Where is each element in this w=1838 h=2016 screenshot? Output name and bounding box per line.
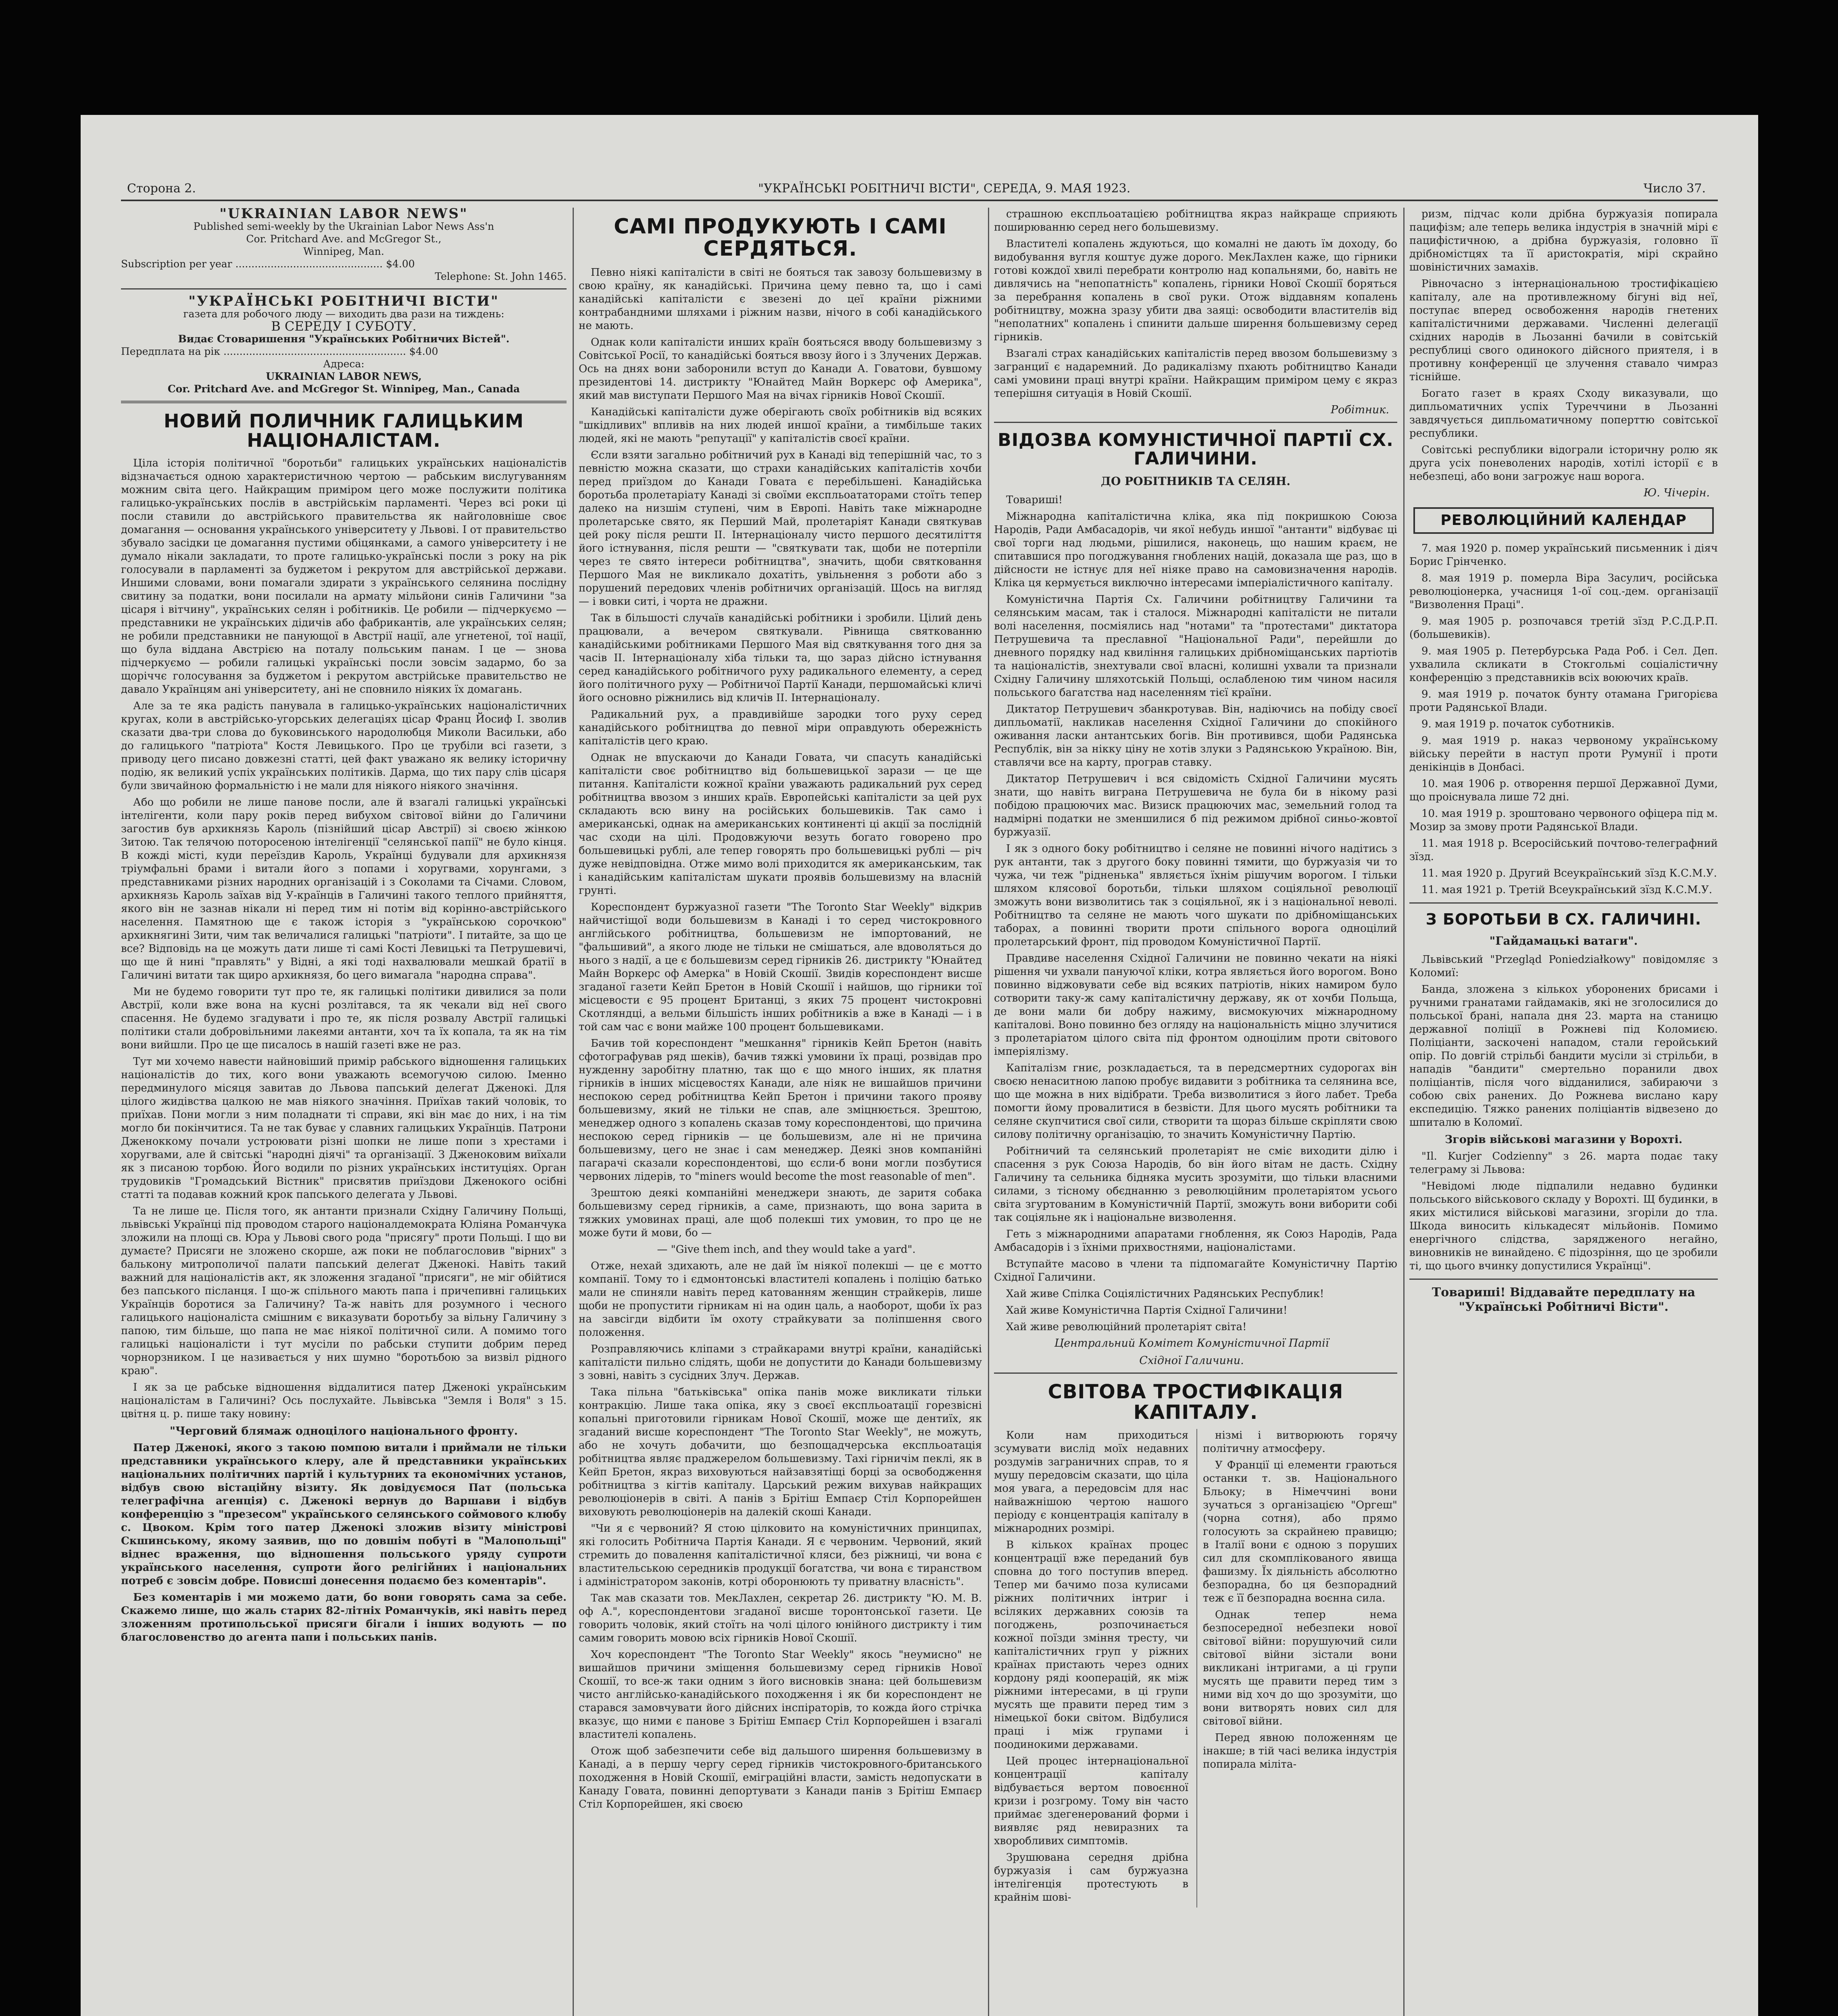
rule bbox=[1409, 902, 1718, 904]
rule bbox=[121, 288, 567, 289]
paragraph: Властителі копалень ждуються, що комалні не дають їм доходу, бо видобування вугля коштує дуже дорого. МекЛахлен каже, що гірники готові кождої хвилі перебрати контролю над копальнями, бо, навіть не дивлячись на "непопатність" копалень, гірники Нової Скошії боряться за перебрання копалень в свої руки. Отож віддавням копалень робітництву, можна зразу убити два заяці: освободити властителів від "неполатних" копалень і спинити дальше ширення большевизму серед гірників. bbox=[994, 238, 1397, 343]
paragraph: Диктатор Петрушевич збанкротував. Він, надіючись на побіду своєї дипльоматії, накликав населення Східної Галичини до спокійного оживання ласки антантських богів. Він противився, щоби Радянська Республік, він за нікку ціну не хотів злуки з Радянською Україною. Він, ставлячи все на карту, програв ставку. bbox=[994, 703, 1397, 769]
paragraph: Канадійські капіталісти дуже оберігають своїх робітників від всяких "шкідливих" впливів на них людей иншої країни, а тимбільше таких людей, які не мають "репутації" у капіталістів своєї країни. bbox=[579, 406, 982, 445]
masthead-en-line: Winnipeg, Man. bbox=[303, 246, 384, 257]
masthead-ua-price: Передплата на рік ......................................................... $4.00 bbox=[121, 346, 438, 357]
masthead-en-title: "UKRAINIAN LABOR NEWS" bbox=[219, 208, 468, 222]
column-divider-2 bbox=[988, 208, 989, 2016]
paragraph: Хай живе Комуністична Партія Східної Галичини! bbox=[1006, 1304, 1288, 1317]
paragraph: У Франції ці елементи граються останки т. зв. Національного Бльоку; в Німеччині вони зучаться з організацією "Оргеш" (чорна сотня), або прямо голосують за скрайнею правицю; в Італії вони є одною з поруших сил для скомплікованого явища фашизму. Їх діяльність абсолютно безпорадна, бо ця безпорадний теж є її безпорадна воєнна сила. bbox=[1203, 1459, 1397, 1605]
author-signature: Робітник. bbox=[1330, 404, 1389, 416]
greeting: Товариші! bbox=[1006, 494, 1063, 506]
column-3 bbox=[994, 208, 1397, 2016]
paragraph: І як з одного боку робітництво і селяне не повинні нічого надітись з рук антанти, так з другого боку повинні тямити, що буржуазія чи то чужа, чи теж "рідненька" являється їхнім рішучим ворогом. І тільки шляхом клясової боротьби, тільки шляхом соціяльної революції зможуть вони визволитись так з соціяльної, як і з національної неволі. Робітництво та селяне не мають чого шукати по дрібноміщанських таборах, а повинні творити проти спільного ворога одноцілий пролетарський фронт, під проводом Комуністичної Партії. bbox=[994, 843, 1397, 948]
paragraph: "Il. Kurjer Codzienny" з 26. марта подає таку телеграму зі Львова: bbox=[1409, 1150, 1718, 1176]
paragraph: страшною експльоатацією робітництва якраз найкраще сприяють поширюванню серед него большевизму. bbox=[994, 208, 1397, 233]
rule bbox=[994, 422, 1397, 423]
paragraph: Вступайте масово в члени та підпомагайте Комуністичну Партію Східної Галичини. bbox=[994, 1258, 1397, 1284]
paragraph: ризм, підчас коли дрібна буржуазія попирала пацифізм; але теперь велика індустрія в значній мірі є пацифістичною, а дрібна буржуазія, головно її дрібномістцях та її аристократія, мірі скрайно шовіністичних замахів. bbox=[1409, 208, 1718, 273]
paragraph: Диктатор Петрушевич і вся свідомість Східної Галичини мусять знати, що навіть виграна Петрушевича не була би в нікому разі побідою працюючих мас. Визиск працюючих мас, земельний голод та надмірні податки не зменшилися б під режимом дрібної синьо-жовтої буржуазії. bbox=[994, 773, 1397, 839]
calendar-entry: 9. мая 1905 р. розпочався третій зїзд Р.С.Д.Р.П. (большевиків). bbox=[1409, 615, 1718, 641]
rule bbox=[994, 1372, 1397, 1374]
calendar-entry: 9. мая 1919 р. початок бунту отамана Григорієва проти Радянської Влади. bbox=[1409, 688, 1718, 714]
header-rule bbox=[121, 200, 1718, 201]
paragraph: Взагалі страх канадійських капіталістів перед ввозом большевизму з загранциї є надаремний. До радикалізму пхають робітництво Канади самі умовини праці внутрі країни. Найкращим приміром цему є якраз теперішня ситуація в Новій Скошії. bbox=[994, 348, 1397, 400]
paragraph: Робітничий та селянський пролетаріят не сміє виходити ділю і спасення з рук Союза Народів, бо він його вітам не дасть. Східну Галичину та сельника бідняка мусить зрозуміти, що тільки власними силами, з тісному обєднанню з революційним пролетаріятом усього світа згуртованим в Комуністичній Партії, зможуть вони виборити собі так соціяльне як і національне визволення. bbox=[994, 1145, 1397, 1224]
page-number-label: Сторона 2. bbox=[127, 181, 196, 196]
paragraph: Єсли взяти загально робітничий рух в Канаді від теперішній час, то з певністю можна сказати, що страхи канадійських капіталістів хочби перед приїздом до Канади Говата є перебільшені. Канадійська боротьба пролетаріату Канаді зі своїми експльоататорами стоїть тепер далеко на низшім ступені, чим в Европі. Навіть таке міжнародне пролетарське свято, як Перший Май, пролетаріят Канади святкував цей року після решти II. Інтернаціоналу чисто першого десятиліття його істнування, після решти — "святкувати так, щоби не потерпіли через те свято інтереси робітництва", значить, щоби святковання Першого Мая не викликало дохатіть, увільнення з роботи або з порушений передових членів робітничих організацій. Щось на вигляд — і вовки ситі, і чорта не дражни. bbox=[579, 449, 982, 608]
paragraph: Хай живе Спілка Соціялістичних Радянських Республик! bbox=[1006, 1288, 1324, 1300]
paragraph: Отож щоб забезпечити себе від дальшого ширення большевизму в Канаді, а в першу чергу серед гірників чистокровного-британського походження в Новій Скошії, еміграційні власти, замість недопускати в Канаду Говата, повинні депортувати з Канади панів з Брітіш Емпаєр Стіл Корпорейшен, які своєю bbox=[579, 1745, 982, 1811]
paragraph: Однак коли капіталісти инших країн боятьсяся вводу большевизму з Совітської Росії, то канадійські бояться ввозу його і з Злучених Держав. Ось на днях вони заборонили вступ до Канади А. Говатови, бувшому президентові 14. дистрикту "Юнайтед Майн Воркерс оф Америка", який мав виступати Першого Мая на вічах гірників Нової Скошії. bbox=[579, 336, 982, 402]
newspaper-page bbox=[81, 115, 1758, 2016]
paragraph: Отже, нехай здихають, але не дай їм ніякої полекші — це є мотто компанії. Тому то і єдмонтонські властителі копалень і поліцію батько мали не спиняли навіть перед катованням женщин страйкерів, лише щоби не пропустити гірникам ні на один цаль, а наоборот, щоби їх раз на завсігди відбити їм охоту страйкувати за поліпшення свого положення. bbox=[579, 1260, 982, 1339]
article-right-half bbox=[1196, 1429, 1397, 1908]
two-column-article bbox=[994, 1429, 1397, 1908]
calendar-entry: 7. мая 1920 р. помер український письменник і діяч Борис Грінченко. bbox=[1409, 542, 1718, 568]
masthead-ua-address: Cor. Pritchard Ave. and McGregor St. Winnipeg, Man., Canada bbox=[167, 383, 520, 395]
masthead-en-subscription: Subscription per year .............................................. $4.00 bbox=[121, 258, 415, 270]
masthead-ua-publisher: Видає Стоваришення "Українських Робітничих Вістей". bbox=[178, 333, 510, 345]
column-divider-3 bbox=[1403, 208, 1405, 2016]
paragraph: Совітські республики відограли історичну ролю як друга усіх поневолених народів, хотілі історії є в небезпеці, або вони загрожує наш ворога. bbox=[1409, 444, 1718, 483]
signature: Центральний Комітет Комуністичної Партії bbox=[1054, 1337, 1329, 1350]
calendar-title: РЕВОЛЮЦІЙНИЙ КАЛЕНДАР bbox=[1440, 512, 1687, 529]
paragraph: В кількох країнах процес концентрації вже переданий був сповна до того поступив вперед. Тепер ми бачимо поза кулисами ріжних політичних інтриг і всіляких державних союзів та погоджень, розпочинається кожної поїзди зміння тресту, чи капіталістичних груп у ріжних країнах пристають через одних кордону ряді кооперацій, як між ріжними інтересами, в ці групи мусять ще правити перед тим з німецької боки світом. Відбулися праці і між групами і поодинокими державами. bbox=[994, 1539, 1188, 1751]
article-subtitle: Згорів військові магазини у Ворохті. bbox=[1444, 1133, 1683, 1146]
paragraph: Коли нам приходиться зсумувати вислід моїх недавних роздумів заграничних справ, то я мушу передовсім сказати, що ціла моя увага, а передовсім для нас найважнішою чертою нашого періоду є концентрація капіталу в міжнародних розмірі. bbox=[994, 1429, 1188, 1535]
paragraph: — "Give them inch, and they would take a yard". bbox=[657, 1243, 916, 1256]
paragraph: Цей процес інтернаціональної концентрації капіталу відбувається вертом повоєнної кризи і розгрому. Тому він часто приймає здегенерований форми і виявляє ряд невиразних та хворобливих симптомів. bbox=[994, 1755, 1188, 1847]
paragraph: Так мав сказати тов. МекЛахлен, секретар 26. дистрикту "Ю. М. В. оф А.", кореспондентови згаданої висше торонтонської газети. Це говорить чоловік, який стоїть на чолі цілого юнійного дистрикту і тим самим говорить мовою всіх гірників Нової Скошії. bbox=[579, 1592, 982, 1645]
quote-heading: "Черговий блямаж одноцілого національного фронту. bbox=[169, 1425, 518, 1437]
subscription-appeal: Товариші! Віддавайте передплату на "Українські Робітничі Вісти". bbox=[1432, 1285, 1696, 1314]
article-title: З БОРОТЬБИ В СХ. ГАЛИЧИНІ. bbox=[1425, 910, 1702, 928]
article-title: ВІДОЗВА КОМУНІСТИЧНОЇ ПАРТІЇ СХ. ГАЛИЧИНИ. bbox=[998, 430, 1394, 469]
running-title: "УКРАЇНСЬКІ РОБІТНИЧІ ВІСТИ", СЕРЕДА, 9. МАЯ 1923. bbox=[758, 181, 1131, 196]
column-2 bbox=[579, 208, 982, 2016]
paragraph: Хай живе революційний пролетаріят світа! bbox=[1006, 1321, 1247, 1333]
paragraph: Комуністична Партія Сх. Галичини робітництву Галичини та селянським масам, так і сталося. Міжнародні капіталісти не питали волі населення, посміялись над "нотами" та "протестами" диктатора Петрушевича та преславної "Національної Ради", перейшли до дневного порядку над квиління галицьких дрібноміщанських партіотів та націоналістів, знехтували свої власні, колишні ухвали та признали Східну Галичину шляхотській Польщі, ослабленою тим чином насиля польського багатства над населенням тієї країни. bbox=[994, 594, 1397, 699]
column-1 bbox=[121, 208, 567, 2016]
paragraph: "Чи я є червоний? Я стою цілковито на комуністичних принципах, які голосить Робітнича Партія Канади. Я є червоним. Червоний, який стремить до повалення капіталістичної кляси, без ріжниці, чи вона є властительською середників продукції богатства, чи вона є тиранством і адміністратором законів, котрі оборонюють ту приватну власність". bbox=[579, 1522, 982, 1588]
masthead-en-line: Published semi-weekly by the Ukrainian Labor News Ass'n bbox=[193, 221, 494, 232]
paragraph: Така пільна "батьківська" опіка панів може викликати тільки контракцію. Лише така опіка, яку з своєї експльоатації горезвісні копальні приготовили гірникам Нової Скошії, може ще дентиїх, як згаданий висше кореспондент "The Toronto Star Weekly", не можуть, або не хочуть добачити, що безпощадчерська експльоатація робітництва являє праджерелом большевизму. Тахі гірничім пеклі, як в Кейп Бретон, якраз виховуються найзавзятіщі борці за освободження робітництва з кігтів капіталу. Царський режим вихував найкращих революціонерів в світі. А панів з Брітіш Емпаєр Стіл Корпорейшен виховують революціонерів на далекій скоші Канади. bbox=[579, 1386, 982, 1518]
calendar-entry: 9. мая 1905 р. Петербурська Рада Роб. і Сел. Деп. ухвалила скликати в Стокгольмі соціалістичну конференцію з представників всіх воюючих країв. bbox=[1409, 645, 1718, 684]
paragraph: Тут ми хочемо навести найновіший примір рабського відношення галицьких націоналістів до тих, кого вони уважають всемогучою силою. Іменно передминулого місяця завитав до Львова папський делегат Дженокі. Для цілого жидівства цалкою не мав ніякого значіння. Приїхав такий чоловік, то приїхав. Пони могли з ним поладнати ті справи, які він має до них, і на тім могло би покінчитися. Та не так буває у славних галицьких Українців. Патрони Дженоккому почали устроювати різні шопки не лише попи з хрестами і хоругвами, але й світські "народні діячі" та організації. З Дженоковим виїхали як з писаною торбою. Його водили по різних українських інституціях. Орган трудовиків "Громадський Вістник" присвятив приїздови Дженокого осібні статті та подавав кожний крок папського делегата у Львові. bbox=[121, 1055, 567, 1201]
article-title: САМІ ПРОДУКУЮТЬ І САМІ СЕРДЯТЬСЯ. bbox=[614, 215, 947, 261]
calendar-entry: 11. мая 1920 р. Другий Всеукраїнський зїзд К.С.М.У. bbox=[1421, 867, 1717, 879]
paragraph: Патер Дженокі, якого з такою помпою витали і приймали не тільки представники українського клеру, але й представники українських національних політичних партій і культурних та економічних установ, відбув свою вістаційну візиту. Як довідуємося Пат (польська телеграфічна агенція) с. Дженокі вернув до Варшави і відбув конференцію з "презесом" українського селянського соймового клюбу с. Цвоком. Крім того патер Дженокі зложив візиту міністрові Скшинському, якому заявив, що по довшім побуті в "Малопольщі" віднес враження, що відношення польського уряду супроти українського населення, супроти його релігійних і національних потреб є зовсім добре. Повисші донесення подаємо без коментарів". bbox=[121, 1441, 567, 1587]
article-title: НОВИЙ ПОЛИЧНИК ГАЛИЦЬКИМ НАЦІОНАЛІСТАМ. bbox=[164, 410, 524, 452]
paragraph: Без коментарів і ми можемо дати, бо вони говорять сама за себе. Скажемо лише, що жаль старих 82-літніх Романчуків, які навіть перед зложенням протипольської присяги бігали і інших водують — по благословенство до агента папи і польських панів. bbox=[121, 1591, 567, 1643]
paragraph: Хоч кореспондент "The Toronto Star Weekly" якось "неумисно" не вишайшов причини зміщення большевизму серед гірників Нової Скошії, то все-ж таки одним з його висновків знана: цей большевизм чисто англійсько-канадійського походження і як би кореспондент не старався замовчувати його дійсних інспіраторів, то кожда його стрічка вказує, що ними є панове з Брітіш Емпаєр Стіл Корпорейшен і взагалі властителі копалень. bbox=[579, 1649, 982, 1741]
paragraph: Правдиве населення Східної Галичини не повинно чекати на ніякі рішення чи ухвали пануючої кліки, котра являється його ворогом. Воно повинно віджовувати себе від всяких патріотів, ніких намиром було сотворити таку-ж саму капіталістичну державу, як от хочби Польща, де вони мали би добру нажиму, висмокуючих міжнародному капіталові. Воно повинно без огляду на національність міцно злучитися з пролетаріатом цілого світа під фронтом одноцілим проти світового імперіялізму. bbox=[994, 952, 1397, 1058]
author-signature: Ю. Чічерін. bbox=[1644, 487, 1710, 499]
paragraph: Рівночасно з інтернаціональною тростифікацією капіталу, але на противлежному бігуні від неї, поступає вперед освобоження народів гнетених капіталістичними державами. Численні делегації східних народів в Льозанні бачили в совітській республиці свого одинокого дійсного приятеля, і в противну конференції це злучення ставало чимраз тіснійше. bbox=[1409, 278, 1718, 383]
article-subtitle: ДО РОБІТНИКІВ ТА СЕЛЯН. bbox=[1101, 475, 1290, 488]
paragraph: Капіталізм гниє, розкладається, та в передсмертних судорогах він своєю ненаситною лапою пробує видавити з робітника та селянина все, що ще можна в них відібрати. Треба визволитися з його лабет. Треба помогти йому провалитися в безвісти. Для цього мусять робітники та селяне скупчитися свої сили, створити та щораз більше скріпляти свою силову політичну організацію, то значить Комуністичну Партію. bbox=[994, 1062, 1397, 1141]
paragraph: Геть з міжнародними апаратами гноблення, як Союз Народів, Рада Амбасадорів і з їхніми прихвостнями, націоналістами. bbox=[994, 1228, 1397, 1254]
masthead-ua-address: UKRAINIAN LABOR NEWS, bbox=[266, 371, 422, 382]
paragraph: Зрештою деякі компанійні менеджери знають, де заритя собака большевизму серед гірників, а саме, признають, що вона зарита в тяжких умовинах праці, але щоб полекші тих умовин, то про це не може бути й мови, бо — bbox=[579, 1187, 982, 1239]
column-divider-1 bbox=[573, 208, 574, 2016]
masthead-ua-days: В СЕРЕДУ І СУБОТУ. bbox=[271, 319, 417, 334]
paragraph: Бачив той кореспондент "мешкання" гірників Кейп Бретон (навіть сфотографував ряд шеків), бачив тяжкі умовини їх праці, розвідав про нужденну заробітну платню, так що є що много інших, як платня гірників в інших місцевостях Канади, але ніяк не вишайшов причини неспокою серед робітництва Кейп Бретон і причини такого прояву большевизму, який не тільки не спав, але зміцнюється. Зрештою, менеджер одного з копалень сказав тому кореспондентові, що причина неспокою серед гірників — це большевизм, але ні не причина большевизму, цего не знає і сам менеджер. Деякі знов компанійні пагарачі сказали кореспондентові, що єсли-б вони могли позбутися червоних лідерів, то "miners would become the most reasonable of men". bbox=[579, 1037, 982, 1183]
calendar-entry: 8. мая 1919 р. померла Віра Засулич, російська революціонерка, учасниця 1-ої соц.-дем. організації "Визволення Праці". bbox=[1409, 572, 1718, 611]
paragraph: Однак не впускаючи до Канади Говата, чи спасуть канадійські капіталісти своє робітництво від большевицької зарази — це ще питання. Капіталісти кожної країни уважають радикальний рух серед робітництва ввозом з инших країв. Европейські капіталісти за цей рух складають всю вину на російських большевиків. Так само і американські, однак на американських континенті ці акції за послідній час сходи на цілі. Продовжуючи везуть богато говорено про большевицькі рублі, але тепер говорять про большевицькі рублі — річ дуже невідповідна. Отже мимо волі приходится як американським, так і канадійським капіталістам шукати проявів большевизму на власній грунті. bbox=[579, 752, 982, 897]
paragraph: Міжнародна капіталістична кліка, яка під покришкою Союза Народів, Ради Амбасадорів, чи якої небудь иншої "антанти" відбуває ці свої торги над людьми, рішилися, наконець, що нашим краєм, не спитавшися про погоджування гноблених націй, доказала ще раз, що в дійсности не істнує для неї ніяке право на самовизначення народів. Кліка ця кермується виключно інтересами імперіалістичного капіталу. bbox=[994, 510, 1397, 589]
paragraph: Певно ніякі капіталісти в світі не бояться так завозу большевизму в свою країну, як канадійські. Причина цему певно та, що і самі канадійські капіталісти є звезені до цеї країни ріжними контрабандними шляхами і ріжним назви, нічого в собі канадійського не мають. bbox=[579, 267, 982, 332]
paragraph: Але за те яка радість панувала в галицько-українських націоналістичних кругах, коли в австрійсько-угорських делегаціях цісар Франц Йосиф І. зволив сказати два-три слова до буковинського народолюбця Миколи Васильки, або до галицького "патріота" Костя Левицького. Про це трубіли всі газети, з приводу цего писано довжезні статті, цей факт уважано як велику історичну подію, як великий успіх українських політиків. Дарма, що тих пару слів цісаря були звичайною формальністю і не мали для ніякого ніякого значіння. bbox=[121, 700, 567, 792]
paragraph: Або що робили не лише панове посли, але й взагалі галицькі українські інтелігенти, коли пару років перед вибухом світової війни до Галичини загостив був архикнязь Кароль (пізнійший цісар Австрії) зі своєю жінкою Зитою. Так телячою поторосеною інтелігенції "селянської папії" не було кінця. В кожді місті, куди переїздив Кароль, Українці будували для архикнязя тріумфальні брами і витали його з попами і хоругвами, хорунгами, з представниками різних народних організацій і з Соколами та Січами. Словом, архикнязь Кароль заїхав від У-країнців в Галичині такого теплого прийняття, якого він не зазнав нікали ні перед тим ні потім від корінно-австрійського населення. Памятною ще є також історія з "українською сорочкою" архикнягині Зити, чим так величалися галицькі "патріоти". І питайте, за що це все? Відповідь на це можуть дати лише ті самі Кості Левицькі та Петрушевичі, що ще й нині "правлять" у Відні, а які тоді нахвалювали мешкай братії в Галичині витати так щиро архикнязя, бо цего вимагала "народна справа". bbox=[121, 796, 567, 981]
article-body bbox=[121, 457, 567, 1644]
paragraph: Львівський "Przegląd Poniedziałkowy" повідомляє з Коломиї: bbox=[1409, 953, 1718, 979]
masthead-en-line: Cor. Pritchard Ave. and McGregor St., bbox=[246, 233, 442, 245]
rule bbox=[1409, 1279, 1718, 1280]
calendar-entry: 10. мая 1906 р. отворення першої Державної Думи, що проіснувала лише 72 дні. bbox=[1409, 777, 1718, 803]
rule bbox=[121, 401, 567, 403]
paragraph: І як за це рабське відношення віддалитися патер Дженокі українським націоналістам в Галичині? Ось послухайте. Львівська "Земля і Воля" з 15. цвітня ц. р. пише таку новину: bbox=[121, 1381, 567, 1420]
issue-number: Число 37. bbox=[1643, 181, 1706, 196]
article-body bbox=[579, 266, 982, 1811]
paragraph: Розправляючись кліпами з страйкарами внутрі країни, канадійські капіталісти пильно слідять, щоби не допустити до Канади большевизму з зовні, навіть з сусідних Злуч. Держав. bbox=[579, 1343, 982, 1382]
paragraph: Перед явною положенням це інакше; в тій часі велика індустрія попирала міліта- bbox=[1203, 1732, 1397, 1771]
masthead-ua-title: "УКРАЇНСЬКІ РОБІТНИЧІ ВІСТИ" bbox=[188, 293, 499, 309]
calendar-entry: 10. мая 1919 р. зроштовано червоного офіцера під м. Мозир за змову проти Радянської Влади. bbox=[1409, 807, 1718, 833]
column-4 bbox=[1409, 208, 1718, 2016]
paragraph: Радикальний рух, а правдивійше зародки того руху серед канадійського робітництва до певної міри оправдують обережність капіталістів цего краю. bbox=[579, 708, 982, 748]
paragraph: Зрушювана середня дрібна буржуазія і сам буржуазна інтелігенція протестують в крайнім шові- bbox=[994, 1851, 1188, 1904]
masthead-ukrainian bbox=[121, 295, 567, 395]
paragraph: Богато газет в краях Сходу виказували, що дипльоматичних успіх Туреччини в Льозанні завдячується дипльоматичному поперттю совітської республики. bbox=[1409, 387, 1718, 439]
masthead-english bbox=[121, 208, 567, 283]
paragraph: Так в більшості случаїв канадійські робітники і зробили. Цілий день працювали, а вечером святкували. Рівнища святкованню канадійськими робітниками Першого Мая від святкування того дня за часів II. Інтернаціоналу хіба тільки та, що зараз дійсно істнування серед канадійського робітничого руху радикального елементу, а серед його політичного руху — Робітничої Партії Канади, першомайські кличі його основно ріжнились від кличів II. Інтернаціоналу. bbox=[579, 612, 982, 704]
article-left-half bbox=[994, 1429, 1188, 1908]
paragraph: Ми не будемо говорити тут про те, як галицькі політики дивилися за поли Австрії, коли вже вона на кусні розлітався, та як чекали від неї свого спасення. Не будемо згадувати і про те, як після розвалу Австрії галицькі політики стали добровільними лакеями антанти, хоч та їх копала, та як на тім вони вийшли. Про це ще писалось в нашій газеті вже не раз. bbox=[121, 985, 567, 1051]
article-title: СВІТОВА ТРОСТИФІКАЦІЯ КАПІТАЛУ. bbox=[1048, 1381, 1344, 1424]
article-subtitle: "Гайдамацькі ватаги". bbox=[1489, 934, 1638, 948]
signature: Східної Галичини. bbox=[1139, 1354, 1244, 1367]
paragraph: нізмі і витворюють горячу політичну атмосферу. bbox=[1203, 1429, 1397, 1455]
calendar-entry: 11. мая 1921 р. Третій Всеукраїнський зїзд К.С.М.У. bbox=[1421, 883, 1712, 896]
masthead-ua-address-label: Адреса: bbox=[323, 358, 365, 370]
paragraph: Кореспондент буржуазної газети "The Toronto Star Weekly" відкрив найчистіщої води большевизм в Канаді і то серед чистокровного англійського робітництва, большевизм не імпортований, не "фальшивий", а якого люде не тільки не смішаться, але вдоволяться до нього з надії, а це є большевизм серед гірників 26. дистрикту "Юнайтед Майн Воркерс оф Амерка" в Новій Скошії. Звидів кореспондент висше згаданої газети Кейп Бретон в Новій Скошії і найшов, що гірники тої місцевости є 95 процент Британці, з яких 75 процент чистокровні Скотляндці, а вельми більшість інших робітників а вже в Канаді — і в той сам час є вони майже 100 процент большевиками. bbox=[579, 901, 982, 1033]
calendar-entry: 11. мая 1918 р. Всеросійський почтово-телеграфний зїзд. bbox=[1409, 837, 1718, 863]
paragraph: Та не лише це. Після того, як антанти признали Східну Галичину Польщі, львівські Українці під проводом старого націоналдемократа Юліяна Романчука зложили на площі св. Юра у Львові свого рода "присягу" проти Польщі. І що ви думаєте? Присяги не зложено скорше, аж поки не поблагословив "вірних" з балькону митрополичої палати папський делегат Дженокі. Навіть такий важний для націоналістів акт, як зложення згаданої "присяги", не міг обійтися без папського післанця. І що-ж спільного мають папа і причепивні галицьких Українців боротися за Галичину? Та-ж навіть для розумного і чесного галицького націоналіста смішним є виказувати боротьбу за вільну Галичину з папою, тим більше, що папа не має ніякої політичної сили. А помимо того галицькі націоналісти і тут мусіли по рабськи ступити добрим перед чорнорзником. І це називається у них шумно "боротьбою за визвіл рідного краю". bbox=[121, 1205, 567, 1377]
paragraph: Банда, зложена з кількох уборонених брисами і ручними гранатами гайдамаків, які не зголосилися до польської брані, напала дня 23. марта на станицю державної поліції в Рожневі під Коломиєю. Поліціанти, заскочені нападом, стали геройський опір. По довгій стрільбі бандити мусіли зі стрільби, в нападів "бандити" смертельно поранили двох поліціантів, після чого відданилися, забираючи з собою свіх ранених. До Рожнева вислано кару експедицію. Тяжко ранених поліціантів відвезено до шпиталю в Коломиї. bbox=[1409, 983, 1718, 1129]
paragraph: Ціла історія політичної "боротьби" галицьких українських націоналістів відзначається одною характеристичною чертою — рабським вислугуванням можним світа цего. Найкращим приміром цего може послужити політика галицько-українських послів в австрійськім парламенті. Через всі роки ці посли ставили до австрійського правительства як найголовніше своє домагання — основання українського університету у Львові. І от правительство збувало засідки це домагання пустими обіцянками, а самого університету і не думало нікали закладати, то проте галицько-українські посли з року на рік голосували в парламенті за буджетом і рекрутом для австрійської держави. Иншими словами, вони помагали здирати з українського селянина послідну свитину за податки, вони посилали на армату мільйони синів Галичини "за цісаря і вітчину", українських селян і робітників. Це робили — підчеркуємо — представники не українських дідичів або фабрикантів, але українських селян; не робили представники не панующої в Австрії нації, але угнетеної, тої нації, що була віддана Австрією на поталу польським панам. І це — знова підчеркуємо — робили галицькі українські посли зовсім задармо, бо за щоріччє голосування за буджетом і рекрутом австрійське правительство не давало Українцям ані університету, ані не сповнило ніяких їх домагань. bbox=[121, 457, 567, 696]
paragraph: "Невідомі люде підпалили недавно будинки польського військового складу у Ворохті. Щ будинки, в яких містилися військові магазини, згоріли до тла. Шкода виносить кількадесят мільйонів. Помимо енергічного слідства, зарядженого негайно, виновників не винайдено. Є підозріння, що це зробили ті, що цього вчинку допустилися Українці". bbox=[1409, 1180, 1718, 1272]
calendar-entry: 9. мая 1919 р. наказ червоному українському війську перейти в наступ проти Румунії і проти денікінців в Донбасі. bbox=[1409, 734, 1718, 773]
calendar-entry: 9. мая 1919 р. початок суботників. bbox=[1421, 718, 1615, 730]
calendar-title-box bbox=[1413, 507, 1714, 534]
masthead-ua-line: газета для робочого люду — виходить два рази на тиждень: bbox=[183, 308, 504, 320]
paragraph: Однак тепер нема безпосередної небезпеки нової світової війни: порушуючий сили світової війни зістали вони викликані інтригами, а ці групи мусять ще правити перед тим з ними від хоч до що зрозуміти, що вони витворять нових сил для світової війни. bbox=[1203, 1609, 1397, 1728]
masthead-en-telephone: Telephone: St. John 1465. bbox=[435, 271, 567, 282]
